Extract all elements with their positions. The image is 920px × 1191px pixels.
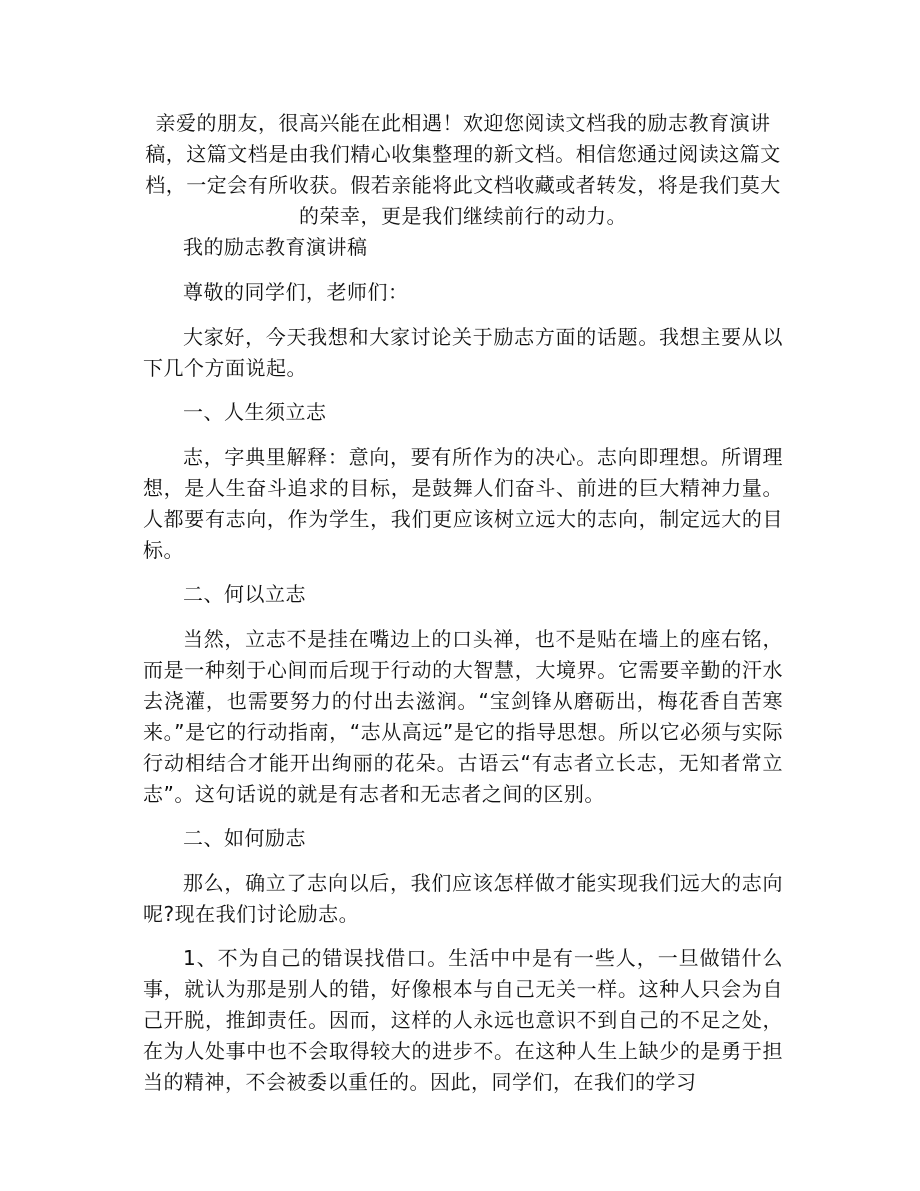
paragraph-greeting: 大家好，今天我想和大家讨论关于励志方面的话题。我想主要从以下几个方面说起。 [143, 325, 783, 380]
section-heading-3: 二、如何励志 [183, 826, 306, 850]
paragraph-why: 当然，立志不是挂在嘴边上的口头禅，也不是贴在墙上的座右铭，而是一种刻于心间而后现于行动的大智慧，大境界。它需要辛勤的汗水去浇灌，也需要努力的付出去滋润。“宝剑锋从磨砺出，梅花香自苦寒来。”是它的行动指南，“志从高远”是它的指导思想。所以它必须与实际行动相结合才能开出绚丽的花朵。古语云“有志者立长志，无知者常立志”。这句话说的就是有志者和无志者之间的区别。 [143, 627, 783, 806]
paragraph-point-1: 1、不为自己的错误找借口。生活中中是有一些人，一旦做错什么事，就认为那是别人的错，好像根本与自己无关一样。这种人只会为自己开脱，推卸责任。因而，这样的人永远也意识不到自己的不足之处，在为人处事中也不会取得较大的进步不。在这种人生上缺少的是勇于担当的精神，不会被委以重任的。因此，同学们，在我们的学习 [143, 946, 783, 1094]
section-heading-2: 二、何以立志 [183, 582, 306, 606]
section-heading-1: 一、人生须立志 [183, 400, 327, 424]
paragraph-how: 那么，确立了志向以后，我们应该怎样做才能实现我们远大的志向呢?现在我们讨论励志。 [143, 871, 783, 926]
salutation: 尊敬的同学们，老师们： [183, 280, 409, 304]
speech-body [143, 232, 783, 1111]
speech-title: 我的励志教育演讲稿 [183, 235, 368, 259]
intro-paragraph: 亲爱的朋友，很高兴能在此相遇！欢迎您阅读文档我的励志教育演讲稿，这篇文档是由我们精心收集整理的新文档。相信您通过阅读这篇文档，一定会有所收获。假若亲能将此文档收藏或者转发，将是我们莫大的荣幸，更是我们继续前行的动力。 [145, 111, 781, 228]
paragraph-definition: 志，字典里解释：意向，要有所作为的决心。志向即理想。所谓理想，是人生奋斗追求的目标，是鼓舞人们奋斗、前进的巨大精神力量。人都要有志向，作为学生，我们更应该树立远大的志向，制定远大的目标。 [143, 445, 783, 562]
